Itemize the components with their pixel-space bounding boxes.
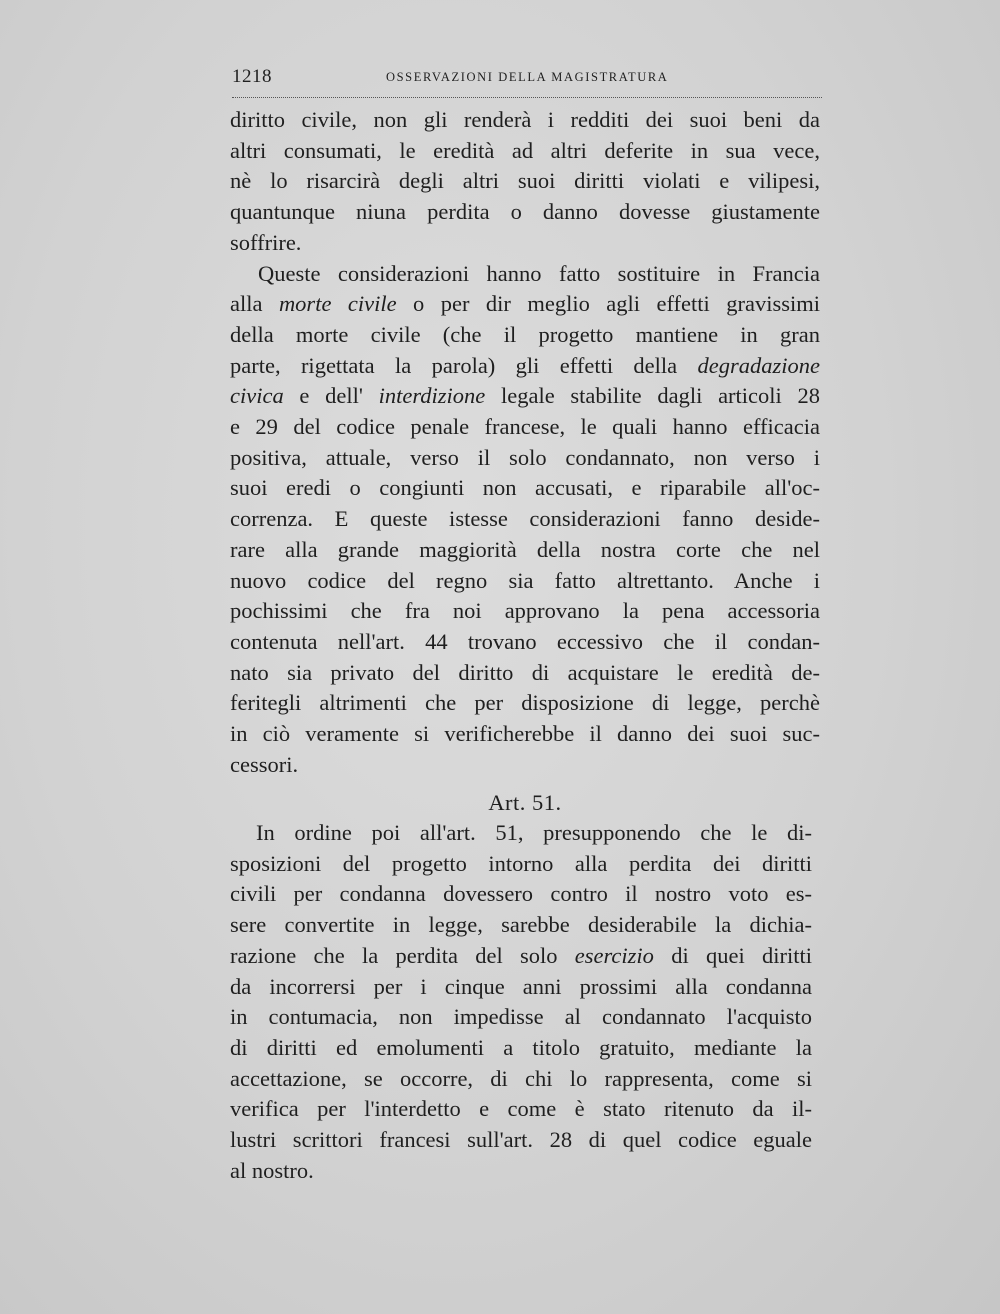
italic-term-interdizione: interdizione — [378, 383, 486, 409]
text-line: rare alla grande maggiorità della nostra corte che nel — [230, 536, 820, 562]
italic-term-esercizio: esercizio — [574, 942, 654, 968]
text-line — [230, 351, 820, 382]
text-line: di diritti ed emolumenti a titolo gratuito, mediante la — [230, 1034, 812, 1060]
text-line: Queste considerazioni hanno fatto sostituire in Francia — [258, 260, 820, 286]
text-run: razione che la perdita del solo — [230, 942, 575, 968]
text-line: in ciò veramente si verificherebbe il danno dei suoi suc- — [230, 721, 820, 747]
main-text — [230, 105, 820, 780]
text-run: di quei diritti — [653, 942, 812, 968]
article-51-text — [230, 818, 812, 1186]
page-header — [232, 66, 822, 88]
text-line: civili per condanna dovessero contro il nostro voto es- — [230, 881, 812, 907]
text-line: correnza. E queste istesse considerazioni fanno deside- — [230, 506, 820, 532]
text-line: soffrire. — [230, 229, 302, 255]
italic-term-degradazione: degradazione — [697, 352, 820, 378]
running-title: OSSERVAZIONI DELLA MAGISTRATURA — [386, 70, 669, 84]
paragraph-considerazioni — [230, 259, 820, 781]
text-line: positiva, attuale, verso il solo condannato, non verso i — [230, 444, 820, 470]
text-run: o per dir meglio agli effetti gravissimi — [396, 291, 820, 317]
text-line: feritegli altrimenti che per disposizione di legge, perchè — [230, 690, 820, 716]
text-line: In ordine poi all'art. 51, presupponendo che le di- — [256, 820, 812, 845]
text-line — [230, 941, 812, 972]
text-line: sere convertite in legge, sarebbe desiderabile la dichia- — [230, 912, 812, 938]
text-run: e dell' — [283, 383, 379, 409]
text-line: e 29 del codice penale francese, le quali hanno efficacia — [230, 414, 820, 440]
text-line: suoi eredi o congiunti non accusati, e riparabile all'oc- — [230, 475, 820, 501]
text-line: nè lo risarcirà degli altri suoi diritti violati e vilipesi, — [230, 168, 820, 194]
text-line: da incorrersi per i cinque anni prossimi alla condanna — [230, 973, 812, 999]
text-run: alla — [230, 291, 279, 317]
text-line: nato sia privato del diritto di acquistare le eredità de- — [230, 659, 820, 685]
section-heading: Art. 51. — [488, 790, 562, 815]
text-line — [230, 289, 820, 320]
text-line: verifica per l'interdetto e come è stato ritenuto da il- — [230, 1096, 812, 1122]
text-line: nuovo codice del regno sia fatto altrettanto. Anche i — [230, 567, 820, 593]
text-line: accettazione, se occorre, di chi lo rappresenta, come si — [230, 1065, 812, 1091]
paragraph-continuation — [230, 105, 820, 259]
text-line: quantunque niuna perdita o danno dovesse giustamente — [230, 199, 820, 225]
text-line: in contumacia, non impedisse al condannato l'acquisto — [230, 1004, 812, 1030]
italic-term-civica: civica — [230, 383, 284, 409]
text-line: sposizioni del progetto intorno alla perdita dei diritti — [230, 850, 812, 876]
text-line: diritto civile, non gli renderà i redditi dei suoi beni da — [230, 107, 820, 132]
page-number: 1218 — [232, 66, 272, 87]
text-run: legale stabilite dagli articoli 28 — [485, 383, 820, 409]
text-line: al nostro. — [230, 1157, 314, 1183]
text-run: parte, rigettata la parola) gli effetti della — [230, 352, 698, 378]
text-line: pochissimi che fra noi approvano la pena accessoria — [230, 598, 820, 624]
header-rule — [232, 97, 822, 98]
text-line: lustri scrittori francesi sull'art. 28 di quel codice eguale — [230, 1127, 812, 1153]
italic-term-morte-civile: morte civile — [278, 291, 397, 317]
text-line: cessori. — [230, 751, 299, 777]
text-line: della morte civile (che il progetto mantiene in gran — [230, 321, 820, 347]
text-line — [230, 381, 820, 412]
text-line: contenuta nell'art. 44 trovano eccessivo che il condan- — [230, 628, 820, 654]
text-line: altri consumati, le eredità ad altri deferite in sua vece, — [230, 137, 820, 163]
